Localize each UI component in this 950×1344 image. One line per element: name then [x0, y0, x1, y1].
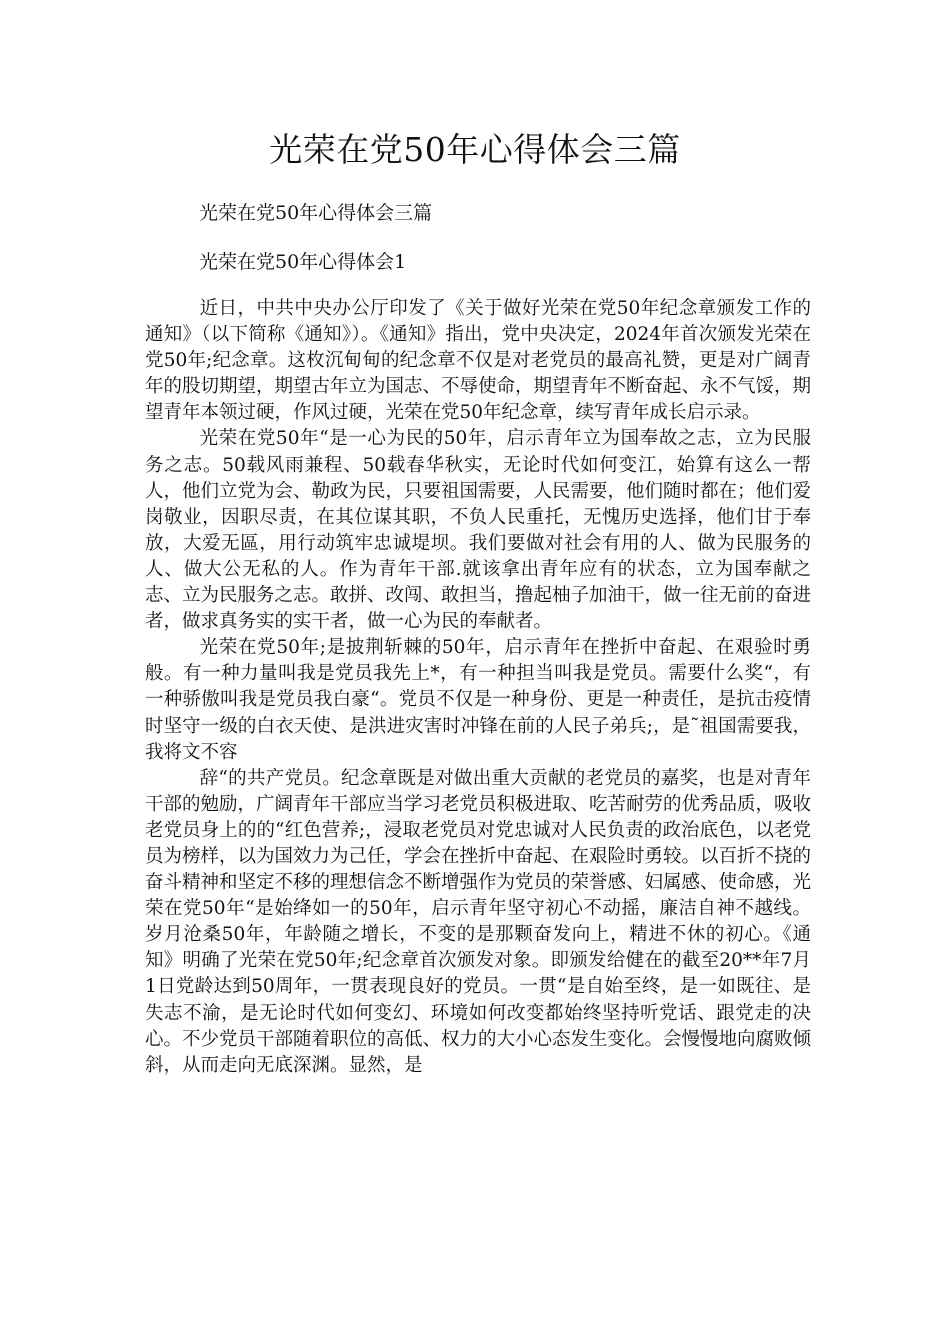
- paragraph-4: 辞“的共产党员。纪念章既是对做出重大贡献的老党员的嘉奖，也是对青年干部的勉励，广阔青年干部应当学习老党员积极进取、吃苦耐劳的优秀品质，吸收老党员身上的的“红色营养;，浸取老党员对党忠诚对人民负责的政治底色，以老党员为榜样，以为国效力为己任，学会在挫折中奋起、在艰险时勇较。以百折不挠的奋斗精神和坚定不移的理想信念不断增强作为党员的荣誉感、妇属感、使命感，光荣在党50年“是始绛如一的50年，启示青年坚守初心不动摇，廉洁自神不越线。岁月沧桑50年，年龄随之增长，不变的是那颗奋发向上，精进不休的初心。《通知》明确了光荣在党50年;纪念章首次颁发对象。即颁发给健在的截至20**年7月1日党龄达到50周年，一贯表现良好的党员。一贯“是自始至终，是一如既往、是失志不渝，是无论时代如何变幻、环境如何改变都始终坚持听党话、跟党走的决心。不少党员干部随着职位的高低、权力的大小心态发生变化。会慢慢地向腐败倾斜，从而走向无底深渊。显然，是: [145, 767, 812, 1076]
- section-heading: 光荣在党50年心得体会1: [199, 251, 407, 273]
- document-title: 光荣在党50年心得体会三篇: [269, 130, 681, 169]
- document-subtitle: 光荣在党50年心得体会三篇: [199, 202, 433, 224]
- paragraph-2: 光荣在党50年“是一心为民的50年，启示青年立为国奉故之志，立为民服务之志。50载风雨兼程、50载春华秋实，无论时代如何变江，始算有这么一帮人，他们立党为会、勒政为民，只要祖国需要，人民需要，他们随时都在；他们爱岗敬业，因职尽责，在其位谋其职，不负人民重托，无愧历史选择，他们甘于奉放，大爱无區，用行动筑牢忠诚堤坝。我们要做对社会有用的人、做为民服务的人、做大公无私的人。作为青年干部.就该拿出青年应有的状态，立为国奉献之志、立为民服务之志。敢拼、改闯、敢担当，撸起柚子加油干，做一往无前的奋进者，做求真务实的实干者，做一心为民的奉献者。: [145, 428, 812, 633]
- paragraph-1: 近日，中共中央办公厅印发了《关于做好光荣在党50年纪念章颁发工作的通知》（以下简称《通知》）。《通知》指出，党中央决定，2024年首次颁发光荣在党50年;纪念章。这枚沉甸甸的纪念章不仅是对老党员的最高礼赞，更是对广阔青年的股切期望，期望古年立为国志、不辱使命，期望青年不断奋起、永不气馁，期望青年本领过硬，作风过硬，光荣在党50年纪念章，续写青年成长启示录。: [145, 298, 812, 424]
- paragraph-3: 光荣在党50年;是披荆斩棘的50年，启示青年在挫折中奋起、在艰验时勇般。有一种力量叫我是党员我先上*，有一种担当叫我是党员。需要什么奖“，有一种骄傲叫我是党员我白豪“。党员不仅是一种身份、更是一种责任，是抗击疫情时坚守一级的白衣天使、是洪进灾害时冲锋在前的人民子弟兵;，是˜祖国需要我，我将文不容: [145, 637, 811, 763]
- body-text: [145, 296, 811, 1079]
